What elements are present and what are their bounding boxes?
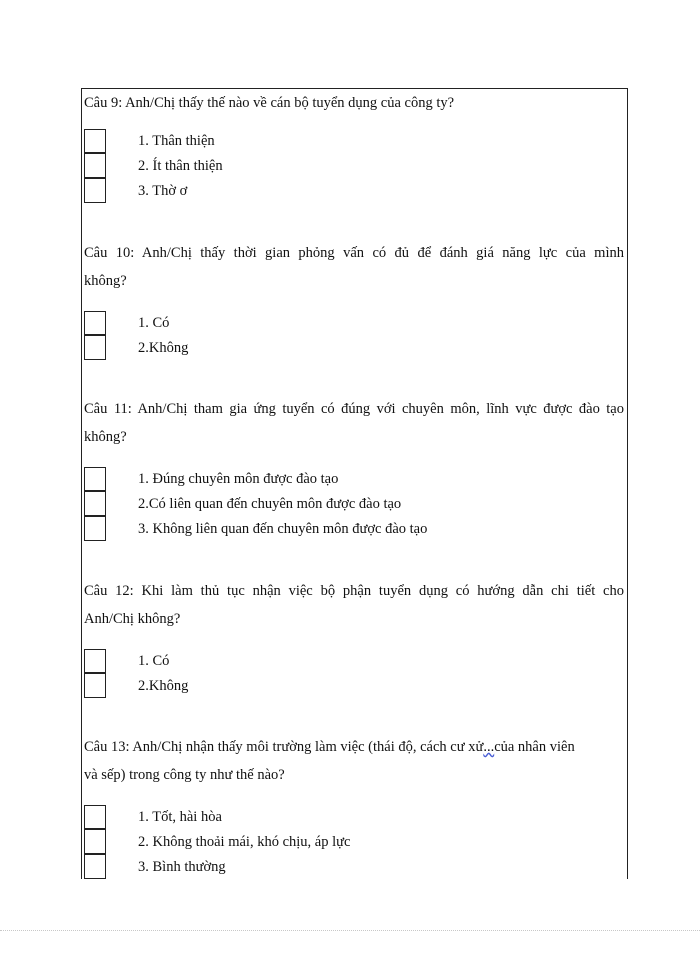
option-row[interactable] [82,467,622,492]
option-label: 2. Ít thân thiện [138,158,223,174]
option-row[interactable] [82,311,622,336]
option-row[interactable] [82,805,622,830]
checkbox[interactable] [84,649,106,673]
checkbox[interactable] [84,516,106,541]
checkbox[interactable] [84,673,106,698]
spellcheck-flag: ... [483,739,495,755]
checkbox[interactable] [84,854,106,879]
options-q11 [82,467,622,542]
option-row[interactable] [82,855,622,879]
options-q13 [82,805,622,879]
option-row[interactable] [82,649,622,674]
question-10 [84,239,624,295]
option-label: 1. Có [138,653,170,669]
option-label: 2.Không [138,340,189,356]
options-q10 [82,311,622,361]
checkbox[interactable] [84,335,106,360]
question-12 [84,577,624,633]
option-row[interactable] [82,179,622,204]
question-11 [84,395,624,451]
checkbox[interactable] [84,805,106,829]
checkbox[interactable] [84,467,106,491]
option-label: 1. Tốt, hài hòa [138,809,222,825]
option-label: 1. Đúng chuyên môn được đào tạo [138,471,339,487]
question-text: Câu 13: Anh/Chị nhận thấy môi trường làm việc (thái độ, cách cư xử...của nhân viên [84,739,575,755]
option-label: 3. Không liên quan đến chuyên môn được đào tạo [138,521,428,537]
page-divider [0,930,700,931]
option-row[interactable] [82,517,622,542]
question-text: và sếp) trong công ty như thế nào? [84,767,285,783]
checkbox[interactable] [84,178,106,203]
option-label: 1. Có [138,315,170,331]
survey-table-cell [81,88,628,879]
question-text: không? [84,429,127,445]
question-text: Câu 9: Anh/Chị thấy thế nào về cán bộ tuyển dụng của công ty? [84,95,455,111]
checkbox[interactable] [84,129,106,153]
question-9 [84,89,624,117]
question-text: Câu 11: Anh/Chị tham gia ứng tuyển có đúng với chuyên môn, lĩnh vực được đào tạo [84,401,624,417]
checkbox[interactable] [84,153,106,178]
option-label: 2. Không thoải mái, khó chịu, áp lực [138,834,351,850]
option-row[interactable] [82,492,622,517]
options-q9 [82,129,622,204]
question-text: Câu 10: Anh/Chị thấy thời gian phỏng vấn có đủ để đánh giá năng lực của mình [84,245,624,261]
option-row[interactable] [82,674,622,699]
option-label: 3. Bình thường [138,859,226,875]
option-row[interactable] [82,129,622,154]
option-row[interactable] [82,830,622,855]
options-q12 [82,649,622,699]
option-label: 2.Không [138,678,189,694]
checkbox[interactable] [84,829,106,854]
question-text: Câu 12: Khi làm thủ tục nhận việc bộ phận tuyển dụng có hướng dẫn chi tiết cho [84,583,624,599]
option-row[interactable] [82,154,622,179]
option-label: 3. Thờ ơ [138,183,188,199]
checkbox[interactable] [84,491,106,516]
question-text: không? [84,273,127,289]
option-label: 1. Thân thiện [138,133,215,149]
question-13 [84,733,624,789]
checkbox[interactable] [84,311,106,335]
option-label: 2.Có liên quan đến chuyên môn được đào tạo [138,496,402,512]
question-text: Anh/Chị không? [84,611,181,627]
option-row[interactable] [82,336,622,361]
